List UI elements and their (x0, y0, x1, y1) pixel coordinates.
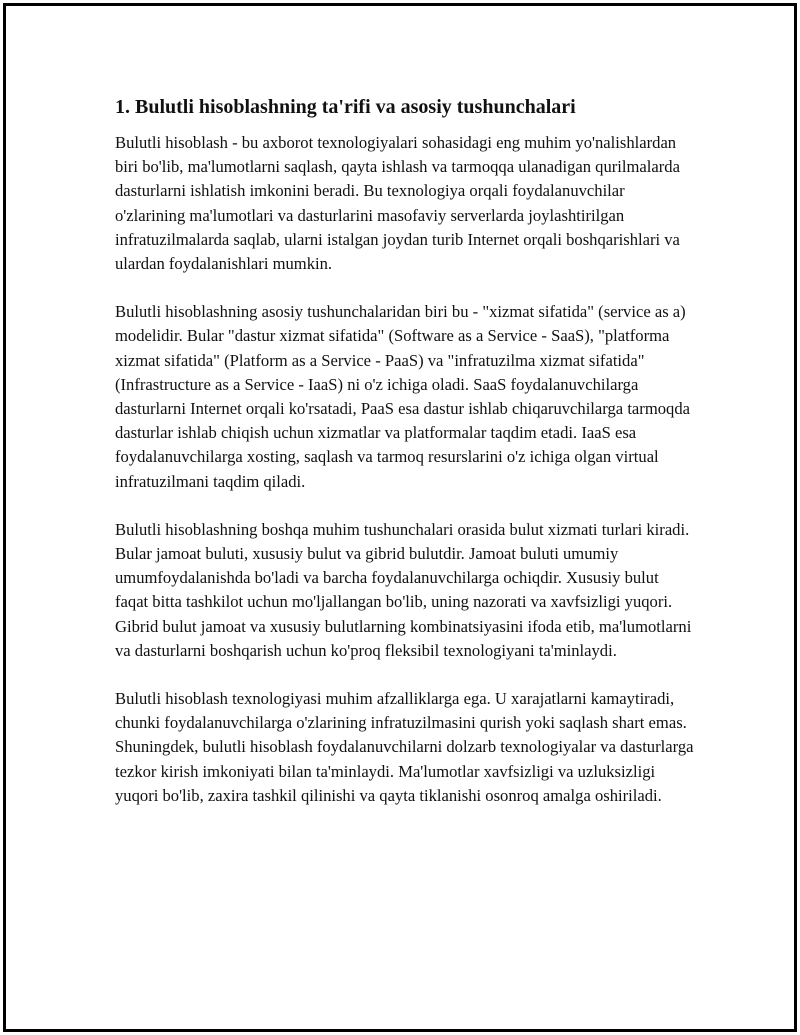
section-heading: 1. Bulutli hisoblashning ta'rifi va asosiy tushunchalari (115, 96, 576, 118)
paragraph-advantages: Bulutli hisoblash texnologiyasi muhim afzalliklarga ega. U xarajatlarni kamaytiradi, chunki foydalanuvchilarga o'zlarining infratuzilmasini qurish yoki saqlash shart emas. Shuningdek, bulutli hisoblash foydalanuvchilarni dolzarb texnologiyalar va dasturlarga tezkor kirish imkoniyati bilan ta'minlaydi. Ma'lumotlar xavfsizligi va uzluksizligi yuqori bo'lib, zaxira tashkil qilinishi va qayta tiklanishi osonroq amalga oshiriladi. (115, 689, 694, 805)
document-body (115, 93, 695, 832)
paragraph-definition: Bulutli hisoblash - bu axborot texnologiyalari sohasidagi eng muhim yo'nalishlardan biri bo'lib, ma'lumotlarni saqlash, qayta ishlash va tarmoqqa ulanadigan qurilmalarda dasturlarni ishlatish imkonini beradi. Bu texnologiya orqali foydalanuvchilar o'zlarining ma'lumotlari va dasturlarini masofaviy serverlarda joylashtirilgan infratuzilmalarda saqlab, ularni istalgan joydan turib Internet orqali boshqarishlari va ulardan foydalanishlari mumkin. (115, 133, 680, 274)
paragraph-service-models: Bulutli hisoblashning asosiy tushunchalaridan biri bu - "xizmat sifatida" (service as a) modelidir. Bular "dastur xizmat sifatida" (Software as a Service - SaaS), "platforma xizmat sifatida" (Platform as a Service - PaaS) va "infratuzilma xizmat sifatida" (Infrastructure as a Service - IaaS) ni o'z ichiga oladi. SaaS foydalanuvchilarga dasturlarni Internet orqali ko'rsatadi, PaaS esa dastur ishlab chiqaruvchilarga tarmoqda dasturlar ishlab chiqish uchun xizmatlar va platformalar taqdim etadi. IaaS esa foydalanuvchilarga xosting, saqlash va tarmoq resurslarini o'z ichiga olgan virtual infratuzilmani taqdim qiladi. (115, 302, 690, 491)
paragraph-cloud-types: Bulutli hisoblashning boshqa muhim tushunchalari orasida bulut xizmati turlari kiradi. Bular jamoat buluti, xususiy bulut va gibrid bulutdir. Jamoat buluti umumiy umumfoydalanishda bo'ladi va barcha foydalanuvchilarga ochiqdir. Xususiy bulut faqat bitta tashkilot uchun mo'ljallangan bo'lib, uning nazorati va xavfsizligi yuqori. Gibrid bulut jamoat va xususiy bulutlarning kombinatsiyasini ifoda etib, ma'lumotlarni va dasturlarni boshqarish uchun ko'proq fleksibil texnologiyani ta'minlaydi. (115, 519, 692, 660)
